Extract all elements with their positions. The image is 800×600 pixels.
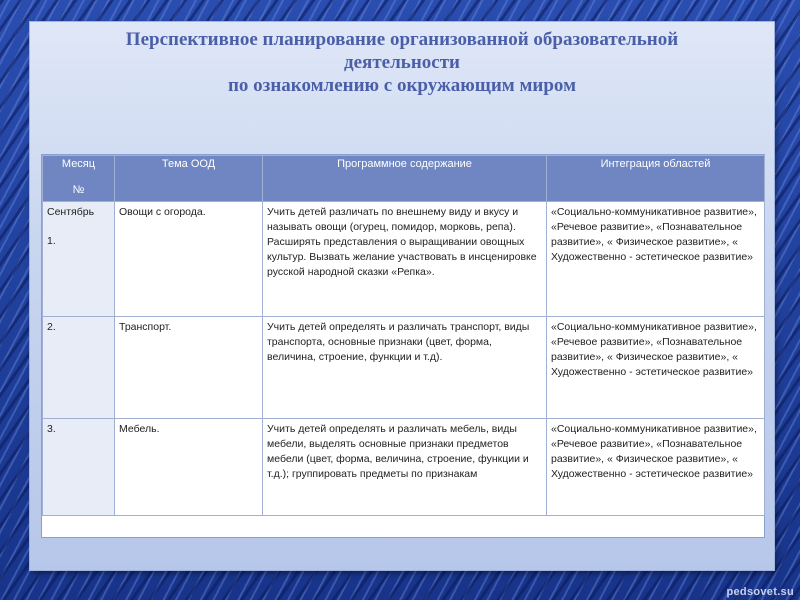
cell-integration: «Социально-коммуникативное развитие», «Речевое развитие», «Познавательное развитие», « Физическое развитие», « Художественно - эстетическое развитие» (547, 202, 765, 317)
cell-month (43, 419, 115, 516)
watermark: pedsovet.su (726, 586, 794, 598)
table-row (43, 419, 765, 516)
cell-month (43, 317, 115, 419)
title-line-3: по ознакомлению с окружающим миром (227, 75, 577, 96)
header-month-label: Месяц (61, 158, 96, 170)
slide (30, 22, 774, 570)
planning-table (42, 155, 765, 516)
title-line-1: Перспективное планирование организованной образовательной (125, 29, 679, 50)
planning-table-container (41, 154, 765, 538)
header-month (43, 156, 115, 202)
header-topic: Тема ООД (115, 156, 263, 202)
cell-month (43, 202, 115, 317)
header-number-label: № (72, 184, 85, 196)
cell-topic: Мебель. (115, 419, 263, 516)
cell-content: Учить детей различать по внешнему виду и вкусу и называть овощи (огурец, помидор, морковь, репа). Расширять представления о выращивании овощных культур. Вызвать желание участвовать в инсценировке русской народной сказки «Репка». (263, 202, 547, 317)
cell-topic: Овощи с огорода. (115, 202, 263, 317)
cell-content: Учить детей определять и различать транспорт, виды транспорта, основные признаки (цвет, форма, величина, строение, функции и т.д). (263, 317, 547, 419)
header-integration: Интеграция областей (547, 156, 765, 202)
cell-topic: Транспорт. (115, 317, 263, 419)
slide-title (30, 28, 774, 97)
table-row (43, 202, 765, 317)
table-row (43, 317, 765, 419)
cell-integration: «Социально-коммуникативное развитие», «Речевое развитие», «Познавательное развитие», « Физическое развитие», « Художественно - эстетическое развитие» (547, 419, 765, 516)
cell-integration: «Социально-коммуникативное развитие», «Речевое развитие», «Познавательное развитие», « Физическое развитие», « Художественно - эстетическое развитие» (547, 317, 765, 419)
table-header-row (43, 156, 765, 202)
row-number: 3. (47, 423, 56, 435)
title-line-2: деятельности (344, 52, 460, 73)
row-number: 1. (47, 235, 56, 247)
cell-content: Учить детей определять и различать мебель, виды мебели, выделять основные признаки предметов мебели (цвет, форма, величина, строение, функции и т.д.); группировать предметы по признакам (263, 419, 547, 516)
month-label: Сентябрь (47, 206, 95, 218)
row-number: 2. (47, 321, 56, 333)
header-content: Программное содержание (263, 156, 547, 202)
